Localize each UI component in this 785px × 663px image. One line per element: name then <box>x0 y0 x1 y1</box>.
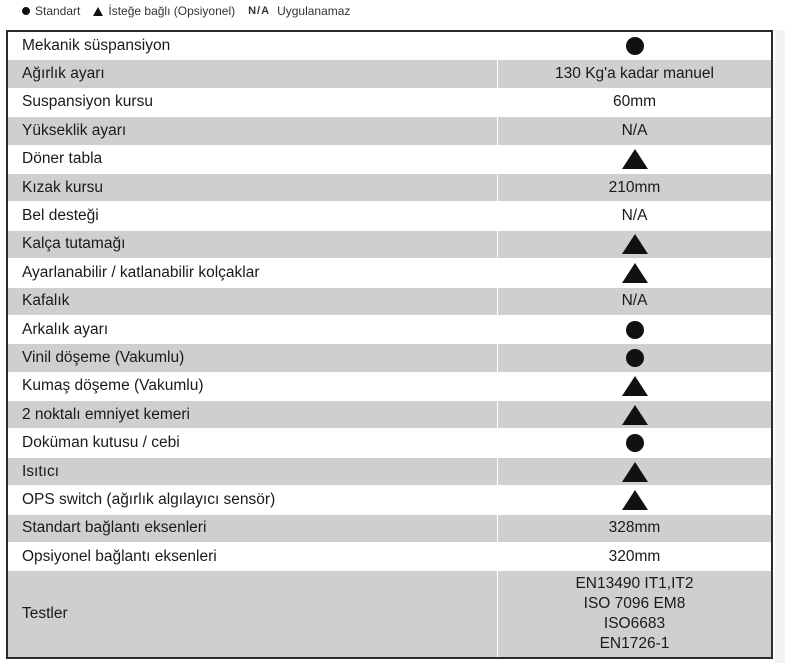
row-label: Kalça tutamağı <box>8 231 498 258</box>
row-label: Arkalık ayarı <box>8 316 498 343</box>
test-standard: ISO6683 <box>603 615 666 633</box>
row-value <box>498 89 771 116</box>
table-row <box>8 543 771 571</box>
row-value <box>498 429 771 456</box>
table-row <box>8 486 771 514</box>
table-row <box>8 373 771 401</box>
page-edge <box>775 30 785 663</box>
legend-standard <box>22 4 80 18</box>
table-row <box>8 316 771 344</box>
tests-label: Testler <box>8 571 498 657</box>
optional-triangle-icon <box>622 405 648 425</box>
row-label: Standart bağlantı eksenleri <box>8 515 498 542</box>
row-value-text: 130 Kg'a kadar manuel <box>555 65 714 83</box>
row-value <box>498 543 771 570</box>
table-row <box>8 89 771 117</box>
test-standard: ISO 7096 EM8 <box>583 595 686 613</box>
row-value-text: 328mm <box>608 519 661 537</box>
table-row <box>8 259 771 287</box>
optional-triangle-icon <box>622 376 648 396</box>
row-value-text: N/A <box>621 121 648 139</box>
row-value-text: 210mm <box>608 178 661 196</box>
row-label: Kızak kursu <box>8 174 498 201</box>
row-label: Kafalık <box>8 288 498 315</box>
standard-circle-icon <box>626 37 644 55</box>
row-value <box>498 288 771 315</box>
legend-standard-label: Standart <box>35 4 81 18</box>
row-label: Vinil döşeme (Vakumlu) <box>8 344 498 371</box>
legend-optional-label: İsteğe bağlı (Opsiyonel) <box>108 4 236 18</box>
table-row <box>8 32 771 60</box>
row-value <box>498 174 771 201</box>
row-value <box>498 316 771 343</box>
legend-na <box>248 4 350 18</box>
test-standard: EN1726-1 <box>599 635 670 653</box>
legend <box>22 3 363 19</box>
row-label: Doküman kutusu / cebi <box>8 429 498 456</box>
row-label: Mekanik süspansiyon <box>8 32 498 59</box>
table-row <box>8 202 771 230</box>
row-label: OPS switch (ağırlık algılayıcı sensör) <box>8 486 498 513</box>
table-row <box>8 174 771 202</box>
row-label: Kumaş döşeme (Vakumlu) <box>8 373 498 400</box>
row-value <box>498 344 771 371</box>
row-label: Isıtıcı <box>8 458 498 485</box>
table-row <box>8 117 771 145</box>
row-value <box>498 117 771 144</box>
row-value-text: 320mm <box>608 547 661 565</box>
optional-triangle-icon <box>622 234 648 254</box>
row-value <box>498 231 771 258</box>
optional-triangle-icon <box>622 490 648 510</box>
row-value <box>498 515 771 542</box>
table-row <box>8 401 771 429</box>
optional-triangle-icon <box>622 263 648 283</box>
row-value <box>498 486 771 513</box>
row-value <box>498 146 771 173</box>
triangle-icon <box>93 7 103 16</box>
row-value <box>498 259 771 286</box>
row-label: Bel desteği <box>8 202 498 229</box>
spec-table <box>6 30 773 659</box>
row-label: Suspansiyon kursu <box>8 89 498 116</box>
standard-circle-icon <box>626 434 644 452</box>
row-label: Döner tabla <box>8 146 498 173</box>
table-row <box>8 231 771 259</box>
optional-triangle-icon <box>622 462 648 482</box>
row-value <box>498 401 771 428</box>
standard-circle-icon <box>626 349 644 367</box>
row-value <box>498 458 771 485</box>
legend-optional <box>93 4 235 18</box>
table-row <box>8 288 771 316</box>
filled-circle-icon <box>22 7 30 15</box>
optional-triangle-icon <box>622 149 648 169</box>
test-standard: EN13490 IT1,IT2 <box>575 575 694 593</box>
table-row <box>8 146 771 174</box>
row-value <box>498 202 771 229</box>
row-value-text: N/A <box>621 207 648 225</box>
row-value-text: N/A <box>621 292 648 310</box>
legend-na-key: N/A <box>248 5 271 17</box>
row-label: Ayarlanabilir / katlanabilir kolçaklar <box>8 259 498 286</box>
legend-na-label: Uygulanamaz <box>277 4 351 18</box>
row-label: 2 noktalı emniyet kemeri <box>8 401 498 428</box>
table-row <box>8 458 771 486</box>
table-row <box>8 344 771 372</box>
row-value <box>498 60 771 87</box>
standard-circle-icon <box>626 321 644 339</box>
row-label: Ağırlık ayarı <box>8 60 498 87</box>
table-row <box>8 515 771 543</box>
row-value <box>498 373 771 400</box>
row-label: Yükseklik ayarı <box>8 117 498 144</box>
row-value <box>498 32 771 59</box>
table-row <box>8 60 771 88</box>
tests-values <box>498 571 771 657</box>
table-row-tests <box>8 571 771 657</box>
table-row <box>8 429 771 457</box>
row-label: Opsiyonel bağlantı eksenleri <box>8 543 498 570</box>
row-value-text: 60mm <box>612 93 657 111</box>
